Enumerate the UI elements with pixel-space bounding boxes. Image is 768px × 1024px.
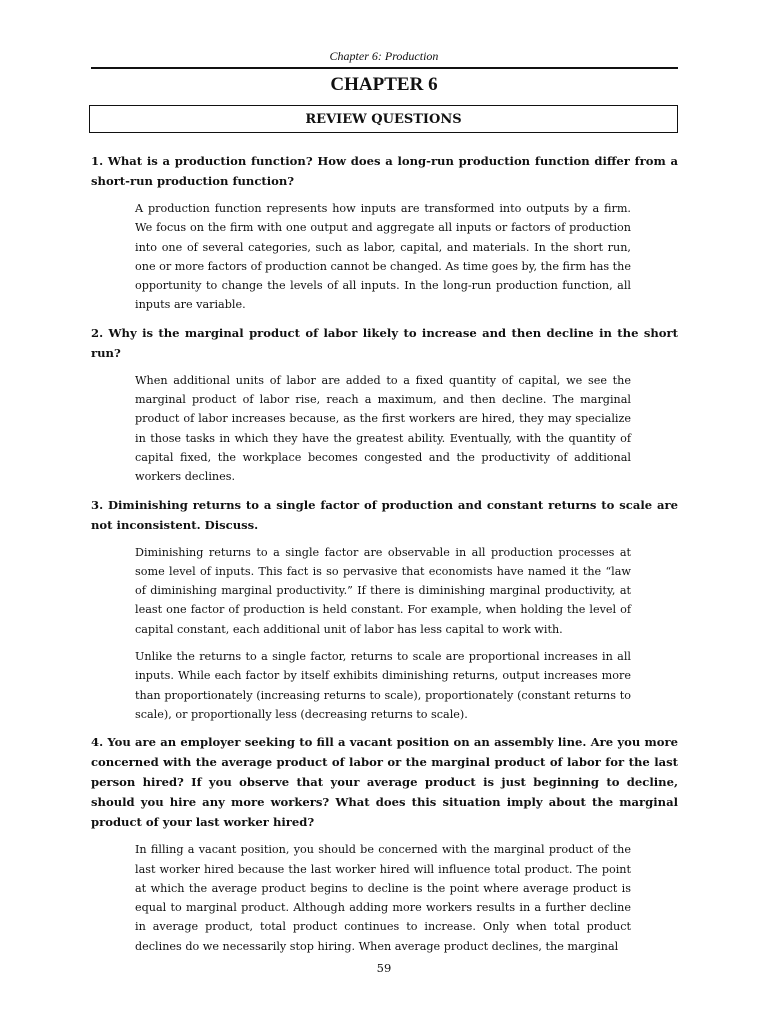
answer-4-paragraph-1: In filling a vacant position, you should be concerned with the marginal product of the last worker hired because the last worker hired will influence total product. The point at which the average product begins to decline is the point where average product is equal to marginal product. Although adding more workers results in a further decline in average product, total product continues to increase. Only when total product declines do we necessarily stop hiring. When average product declines, the marginal	[135, 843, 631, 953]
question-4: 4. You are an employer seeking to fill a vacant position on an assembly line. Are you more concerned with the average product of labor or the marginal product of labor for the last person hired? If you observe that your average product is just beginning to decline, should you hire any more workers? What does this situation imply about the marginal product of your last worker hired?	[91, 735, 678, 830]
answer-1-paragraph-1: A production function represents how inputs are transformed into outputs by a firm. We focus on the firm with one output and aggregate all inputs or factors of production into one of several categories, such as labor, capital, and materials. In the short run, one or more factors of production cannot be changed. As time goes by, the firm has the opportunity to change the levels of all inputs. In the long-run production function, all inputs are variable.	[135, 202, 631, 312]
answer-3-paragraph-1: Diminishing returns to a single factor are observable in all production processes at some level of inputs. This fact is so pervasive that economists have named it the “law of diminishing marginal productivity.” If there is diminishing marginal productivity, at least one factor of production is held constant. For example, when holding the level of capital constant, each additional unit of labor has less capital to work with.	[135, 545, 631, 636]
question-3: 3. Diminishing returns to a single factor of production and constant returns to scale are not inconsistent. Discuss.	[91, 497, 678, 532]
review-questions	[91, 151, 678, 964]
question-2: 2. Why is the marginal product of labor likely to increase and then decline in the short run?	[91, 325, 678, 360]
question-block-2	[91, 323, 678, 487]
question-block-1	[91, 151, 678, 315]
chapter-title: CHAPTER 6	[330, 74, 438, 95]
header-rule	[91, 67, 678, 69]
running-head: Chapter 6: Production	[329, 49, 439, 63]
section-title-box	[89, 105, 678, 133]
section-title: REVIEW QUESTIONS	[305, 111, 462, 127]
question-block-4	[91, 732, 678, 956]
answer-2-paragraph-1: When additional units of labor are added to a fixed quantity of capital, we see the marginal product of labor rise, reach a maximum, and then decline. The marginal product of labor increases because, as the first workers are hired, they may specialize in those tasks in which they have the greatest ability. Eventually, with the quantity of capital fixed, the workplace becomes congested and the productivity of additional workers declines.	[135, 373, 631, 484]
question-block-3	[91, 495, 678, 725]
answer-3-paragraph-2: Unlike the returns to a single factor, returns to scale are proportional increases in all inputs. While each factor by itself exhibits diminishing returns, output increases more than proportionately (increasing returns to scale), proportionately (constant returns to scale), or proportionally less (decreasing returns to scale).	[135, 650, 631, 721]
page-number: 59	[376, 961, 392, 975]
question-1: 1. What is a production function? How does a long-run production function differ from a short-run production function?	[91, 154, 678, 188]
